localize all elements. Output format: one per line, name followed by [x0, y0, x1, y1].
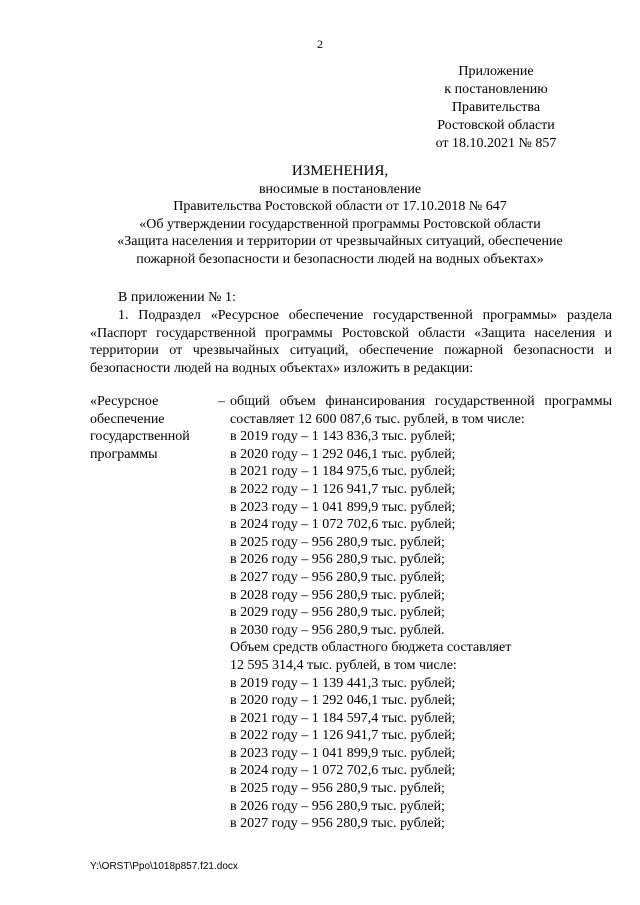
appendix-line: Правительства: [451, 100, 541, 115]
title-main: ИЗМЕНЕНИЯ,: [291, 163, 389, 179]
regional-year-line: в 2024 году – 1 072 702,6 тыс. рублей;: [230, 763, 456, 779]
document-title: [90, 163, 590, 269]
year-line: в 2021 году – 1 184 975,6 тыс. рублей;: [230, 464, 456, 480]
year-line: в 2024 году – 1 072 702,6 тыс. рублей;: [230, 517, 456, 533]
year-line: в 2022 году – 1 126 941,7 тыс. рублей;: [230, 481, 456, 497]
year-line: в 2030 году – 956 280,9 тыс. рублей.: [230, 622, 445, 638]
year-line: в 2020 году – 1 292 046,1 тыс. рублей;: [230, 446, 456, 462]
appendix-line: от 18.10.2021 № 857: [435, 136, 557, 151]
title-line: «Защита населения и территории от чрезвычайных ситуаций, обеспечение: [117, 234, 563, 250]
regional-year-line: в 2019 году – 1 139 441,3 тыс. рублей;: [230, 675, 456, 691]
regional-year-line: в 2026 году – 956 280,9 тыс. рублей;: [230, 798, 445, 814]
regional-year-line: в 2023 году – 1 041 899,9 тыс. рублей;: [230, 745, 456, 761]
regional-year-line: в 2025 году – 956 280,9 тыс. рублей;: [230, 781, 445, 797]
body-paragraph: В приложении № 1:: [118, 290, 236, 305]
title-line: «Об утверждении государственной программы Ростовской области: [139, 216, 541, 232]
page-number: 2: [317, 37, 323, 51]
regional-year-line: в 2020 году – 1 292 046,1 тыс. рублей;: [230, 693, 456, 709]
table-dash: –: [218, 394, 225, 409]
table-left-label: «Ресурсное обеспечение государственной программы: [90, 394, 190, 462]
appendix-line: Ростовской области: [437, 118, 555, 133]
title-line: пожарной безопасности и безопасности людей на водных объектах»: [136, 251, 544, 267]
title-line: вносимые в постановление: [258, 181, 422, 197]
title-line: Правительства Ростовской области от 17.10.2018 № 647: [173, 199, 507, 215]
appendix-line: к постановлению: [444, 82, 548, 97]
regional-header: Объем средств областного бюджета составляет: [230, 640, 512, 656]
regional-total: 12 595 314,4 тыс. рублей, в том числе:: [230, 657, 457, 673]
regional-year-line: в 2021 году – 1 184 597,4 тыс. рублей;: [230, 710, 456, 726]
regional-year-line: в 2022 году – 1 126 941,7 тыс. рублей;: [230, 728, 456, 744]
appendix-line: Приложение: [458, 64, 534, 79]
year-line: в 2025 году – 956 280,9 тыс. рублей;: [230, 534, 445, 550]
table-right-column: [230, 393, 612, 833]
year-line: в 2019 году – 1 143 836,3 тыс. рублей;: [230, 429, 456, 445]
year-line: в 2027 году – 956 280,9 тыс. рублей;: [230, 569, 445, 585]
year-line: в 2028 году – 956 280,9 тыс. рублей;: [230, 587, 445, 603]
file-path-footer: Y:\ORST\Ppo\1018p857.f21.docx: [90, 861, 238, 872]
year-line: в 2026 году – 956 280,9 тыс. рублей;: [230, 552, 445, 568]
appendix-block: [416, 63, 576, 153]
year-line: в 2029 году – 956 280,9 тыс. рублей;: [230, 605, 445, 621]
year-line: в 2023 году – 1 041 899,9 тыс. рублей;: [230, 499, 456, 515]
regional-year-line: в 2027 году – 956 280,9 тыс. рублей;: [230, 816, 445, 832]
body-paragraph: 1. Подраздел «Ресурсное обеспечение государственной программы» раздела «Паспорт государственной программы Ростовской области «Защита населения и территории от чрезвычайных ситуаций, обеспечение пожарной безопасности и безопасности людей на водных объектах» изложить в редакции:: [90, 308, 612, 376]
funding-intro: общий объем финансирования государственной программы составляет 12 600 087,6 тыс. рублей, в том числе:: [230, 394, 612, 427]
